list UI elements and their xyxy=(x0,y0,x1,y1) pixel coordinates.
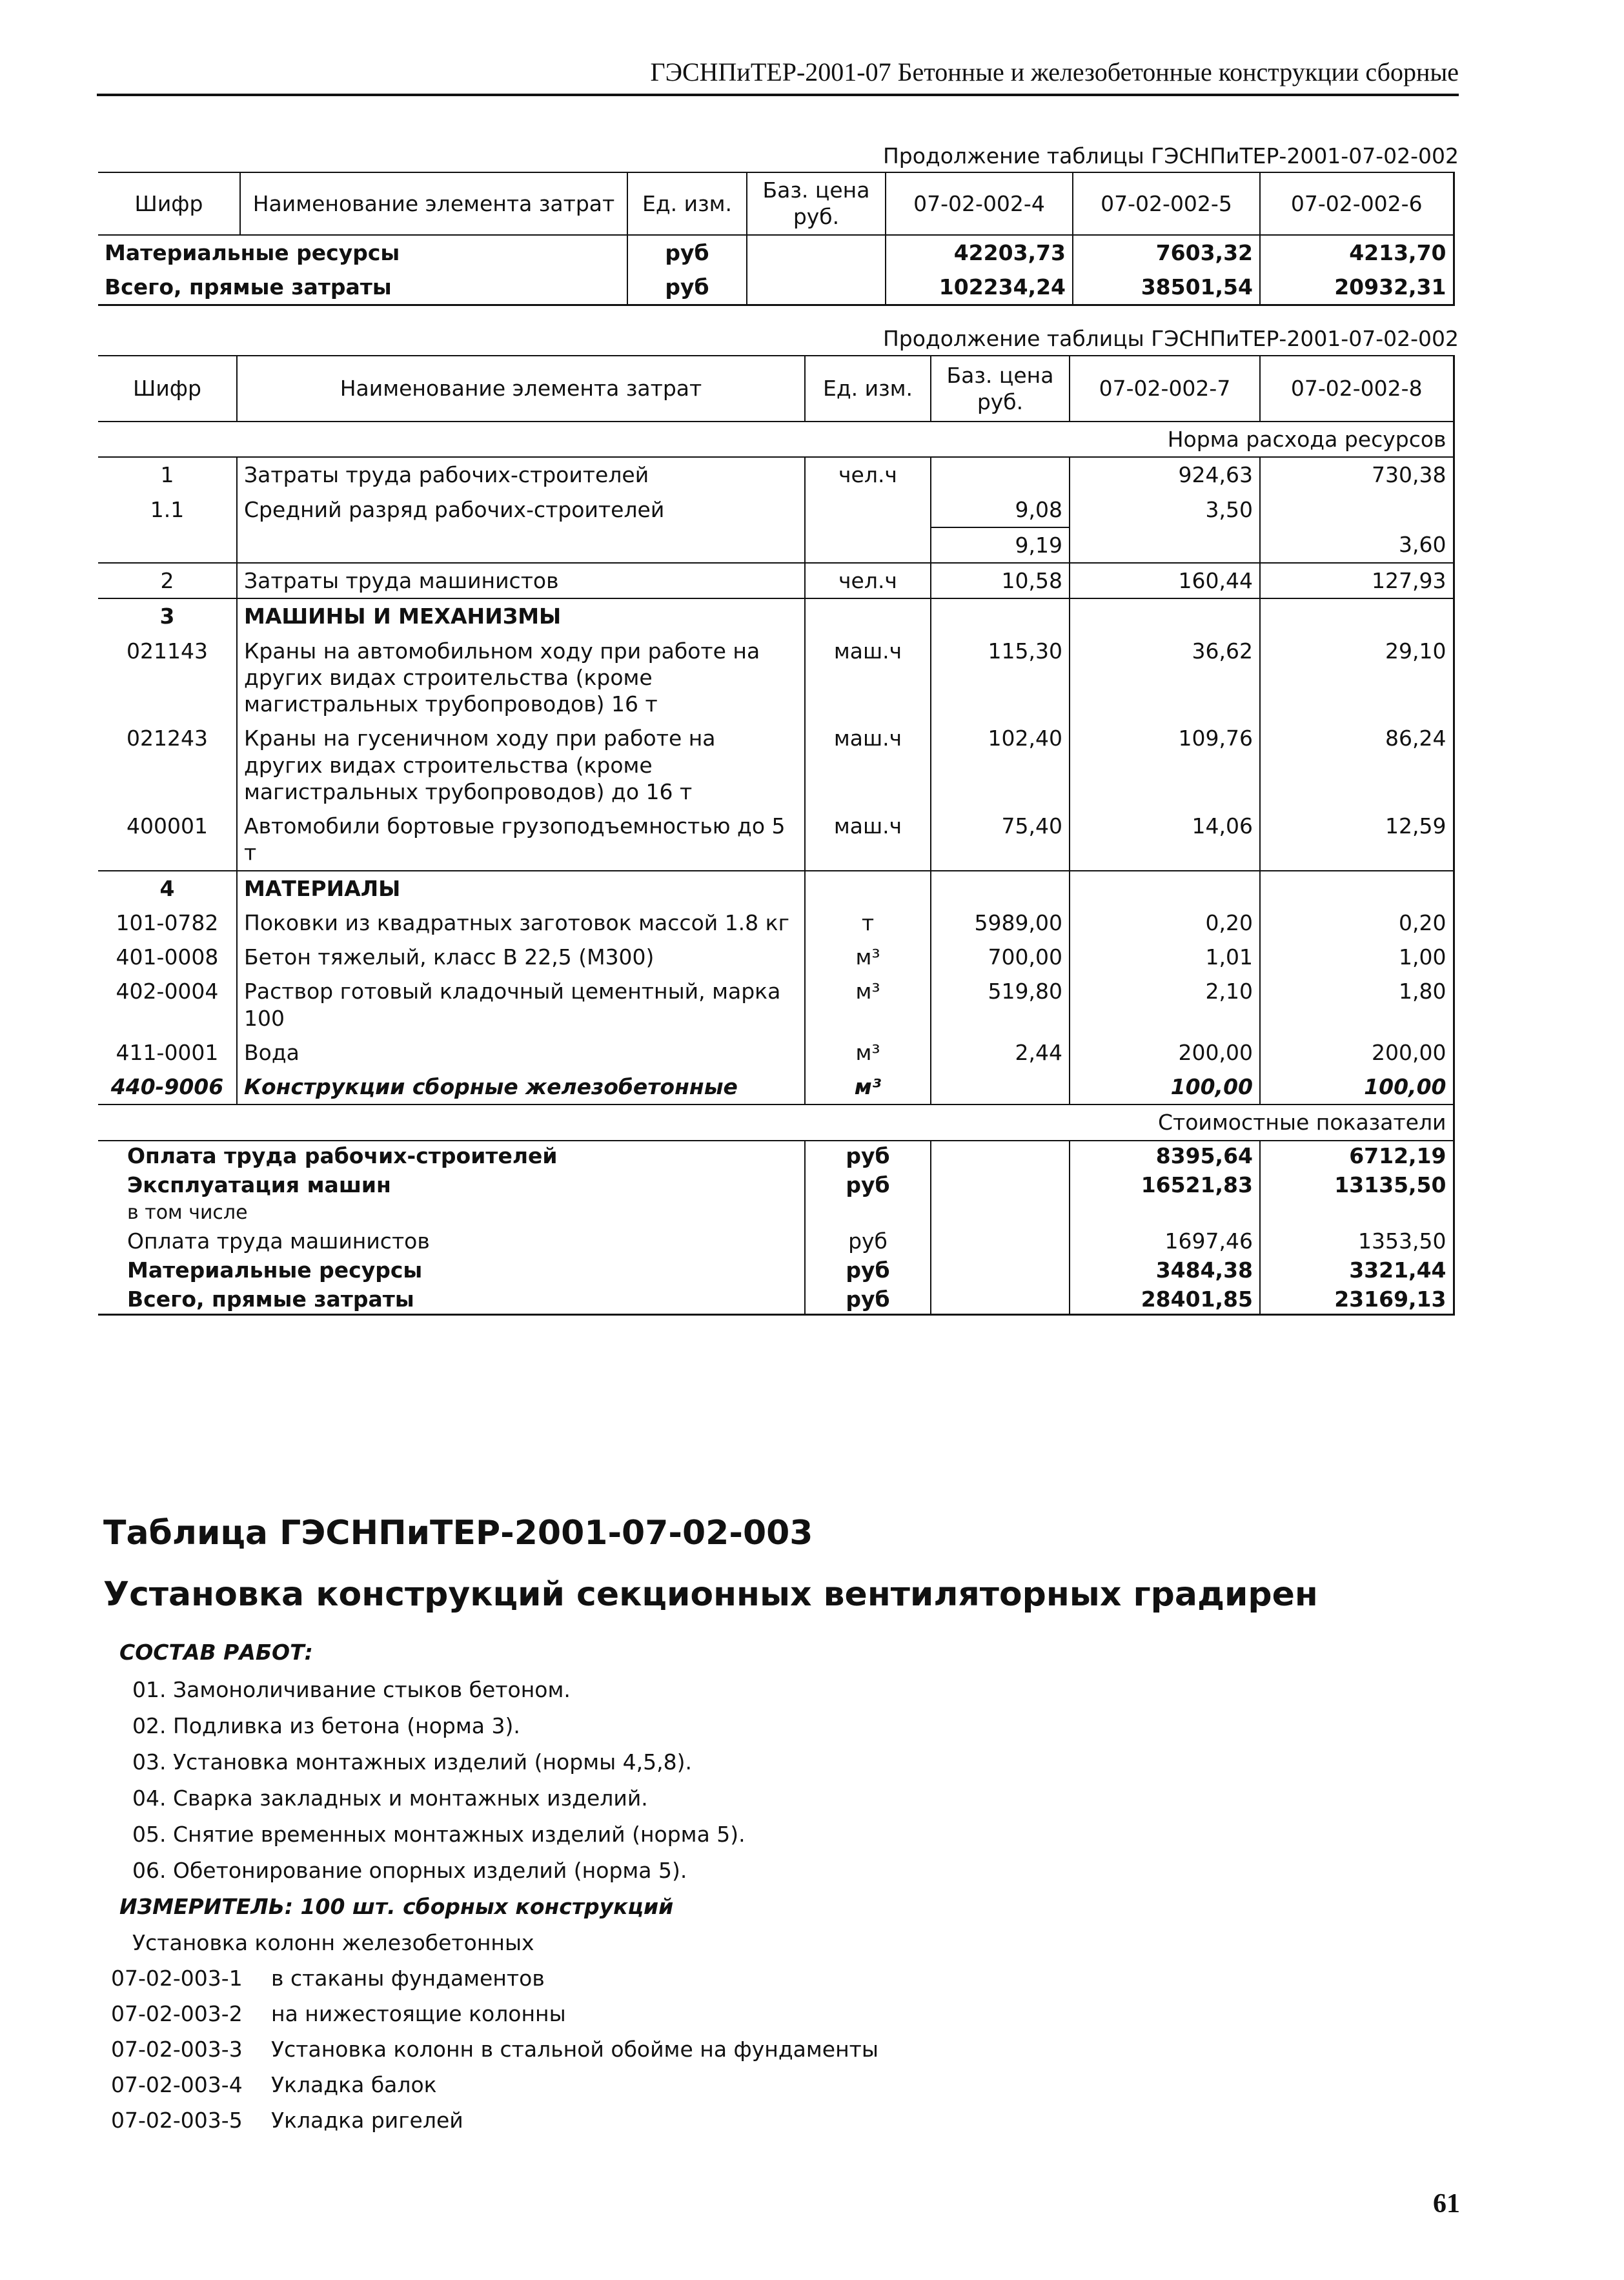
row-unit: руб xyxy=(805,1141,931,1170)
work-item: 06. Обетонирование опорных изделий (норма 5). xyxy=(132,1858,687,1883)
row-unit: м³ xyxy=(805,940,931,974)
row-code: 101-0782 xyxy=(98,906,237,940)
row-value: 1,00 xyxy=(1260,940,1454,974)
section-subtitle: Установка конструкций секционных вентиляторных градирен xyxy=(103,1575,1318,1614)
code: 07-02-003-3 xyxy=(111,2037,243,2062)
row-value: 7603,32 xyxy=(1073,235,1260,270)
table-row xyxy=(98,871,1454,906)
table-row xyxy=(98,235,1454,270)
row-code: 440-9006 xyxy=(98,1070,237,1104)
row-value xyxy=(1260,1199,1454,1227)
table-row xyxy=(98,974,1454,1035)
table-row xyxy=(98,940,1454,974)
row-name: Средний разряд рабочих-строителей xyxy=(237,493,805,527)
code-line xyxy=(111,2072,437,2097)
row-price: 519,80 xyxy=(931,974,1070,1035)
row-unit: т xyxy=(805,906,931,940)
table-row xyxy=(98,634,1454,722)
header-cell: Баз. цена руб. xyxy=(747,172,886,235)
row-unit: м³ xyxy=(805,1070,931,1104)
row-price xyxy=(931,598,1070,633)
row-value: 29,10 xyxy=(1260,634,1454,722)
row-value: 86,24 xyxy=(1260,721,1454,809)
row-value: 42203,73 xyxy=(886,235,1073,270)
row-code: 402-0004 xyxy=(98,974,237,1035)
row-price: 75,40 xyxy=(931,809,1070,871)
table-row xyxy=(98,1070,1454,1104)
row-name xyxy=(237,527,805,563)
row-price: 102,40 xyxy=(931,721,1070,809)
row-value xyxy=(1260,493,1454,527)
cost-label-row xyxy=(98,1104,1454,1140)
row-value: 6712,19 xyxy=(1260,1141,1454,1170)
header-cell: 07-02-002-5 xyxy=(1073,172,1260,235)
work-item: 03. Установка монтажных изделий (нормы 4,5,8). xyxy=(132,1749,692,1775)
row-name: Конструкции сборные железобетонные xyxy=(237,1070,805,1104)
row-value: 100,00 xyxy=(1070,1070,1260,1104)
page-header: ГЭСНПиТЕР-2001-07 Бетонные и железобетонные конструкции сборные xyxy=(97,57,1459,96)
cost-row xyxy=(98,1227,1454,1256)
row-code: 1.1 xyxy=(98,493,237,527)
row-price: 5989,00 xyxy=(931,906,1070,940)
row-value: 200,00 xyxy=(1260,1035,1454,1070)
row-unit: чел.ч xyxy=(805,457,931,492)
table2-header-row xyxy=(98,356,1454,422)
row-name: Поковки из квадратных заготовок массой 1.8 кг xyxy=(237,906,805,940)
row-name: Вода xyxy=(237,1035,805,1070)
row-value: 8395,64 xyxy=(1070,1141,1260,1170)
table1 xyxy=(98,172,1455,306)
code-line xyxy=(111,2108,463,2133)
row-name: Автомобили бортовые грузоподъемностью до 5 т xyxy=(237,809,805,871)
work-item: 01. Замоноличивание стыков бетоном. xyxy=(132,1677,571,1702)
row-name: Оплата труда рабочих-строителей xyxy=(98,1141,805,1170)
table-row xyxy=(98,809,1454,871)
header-cell: 07-02-002-6 xyxy=(1260,172,1454,235)
row-unit xyxy=(805,527,931,563)
row-name: Эксплуатация машин xyxy=(98,1170,805,1199)
row-name: в том числе xyxy=(98,1199,805,1227)
row-value: 14,06 xyxy=(1070,809,1260,871)
row-value: 924,63 xyxy=(1070,457,1260,492)
header-cell: Ед. изм. xyxy=(805,356,931,422)
row-name: Всего, прямые затраты xyxy=(98,1285,805,1315)
row-code: 4 xyxy=(98,871,237,906)
header-cell: 07-02-002-8 xyxy=(1260,356,1454,422)
header-cell: 07-02-002-7 xyxy=(1070,356,1260,422)
header-cell: Шифр xyxy=(98,172,240,235)
code: 07-02-003-1 xyxy=(111,1966,243,1991)
row-name: Краны на гусеничном ходу при работе на других видах строительства (кроме магистральных трубопроводов) до 16 т xyxy=(237,721,805,809)
row-value xyxy=(1070,871,1260,906)
row-unit: м³ xyxy=(805,1035,931,1070)
row-code: 401-0008 xyxy=(98,940,237,974)
norm-label-row xyxy=(98,422,1454,457)
table2-cost-body xyxy=(98,1141,1454,1315)
table-row xyxy=(98,527,1454,563)
code: 07-02-003-5 xyxy=(111,2108,243,2133)
table-row xyxy=(98,493,1454,527)
table1-caption: Продолжение таблицы ГЭСНПиТЕР-2001-07-02-002 xyxy=(882,143,1459,168)
row-price: 9,19 xyxy=(931,527,1070,563)
row-unit: чел.ч xyxy=(805,563,931,598)
row-value: 0,20 xyxy=(1260,906,1454,940)
row-name: МАТЕРИАЛЫ xyxy=(237,871,805,906)
row-price xyxy=(931,1285,1070,1315)
code-desc: Укладка ригелей xyxy=(271,2108,463,2133)
works-label: СОСТАВ РАБОТ: xyxy=(119,1640,313,1665)
row-value: 3,50 xyxy=(1070,493,1260,527)
row-name: Затраты труда машинистов xyxy=(237,563,805,598)
page-number: 61 xyxy=(1433,2189,1460,2219)
row-price xyxy=(931,1227,1070,1256)
row-price xyxy=(931,1141,1070,1170)
row-value: 200,00 xyxy=(1070,1035,1260,1070)
code-desc: Установка колонн в стальной обойме на фундаменты xyxy=(271,2037,878,2062)
work-item: 02. Подливка из бетона (норма 3). xyxy=(132,1713,520,1738)
row-code: 400001 xyxy=(98,809,237,871)
header-cell: Шифр xyxy=(98,356,237,422)
row-price xyxy=(747,235,886,270)
header-cell: Наименование элемента затрат xyxy=(237,356,805,422)
row-price: 10,58 xyxy=(931,563,1070,598)
row-unit: руб xyxy=(805,1256,931,1285)
table-row xyxy=(98,598,1454,633)
cost-row xyxy=(98,1199,1454,1227)
header-cell: 07-02-002-4 xyxy=(886,172,1073,235)
row-price: 700,00 xyxy=(931,940,1070,974)
row-value: 730,38 xyxy=(1260,457,1454,492)
row-unit: м³ xyxy=(805,974,931,1035)
table2-caption: Продолжение таблицы ГЭСНПиТЕР-2001-07-02-002 xyxy=(882,326,1459,351)
row-price xyxy=(931,1070,1070,1104)
row-price xyxy=(931,457,1070,492)
cost-row xyxy=(98,1141,1454,1170)
code-desc: в стаканы фундаментов xyxy=(271,1966,545,1991)
row-price xyxy=(931,1199,1070,1227)
table2 xyxy=(98,355,1455,1316)
row-unit: руб xyxy=(805,1285,931,1315)
row-value: 4213,70 xyxy=(1260,235,1454,270)
row-name: Краны на автомобильном ходу при работе на других видах строительства (кроме магистральных трубопроводов) 16 т xyxy=(237,634,805,722)
table-row xyxy=(98,906,1454,940)
row-value: 12,59 xyxy=(1260,809,1454,871)
code-desc: Укладка балок xyxy=(271,2072,437,2097)
row-value: 1697,46 xyxy=(1070,1227,1260,1256)
row-value: 3,60 xyxy=(1260,527,1454,563)
row-value: 3321,44 xyxy=(1260,1256,1454,1285)
row-code: 1 xyxy=(98,457,237,492)
row-unit xyxy=(805,1199,931,1227)
row-name: Раствор готовый кладочный цементный, марка 100 xyxy=(237,974,805,1035)
row-value xyxy=(1070,1199,1260,1227)
code-desc: на нижестоящие колонны xyxy=(271,2001,566,2026)
meter-label: ИЗМЕРИТЕЛЬ: 100 шт. сборных конструкций xyxy=(119,1894,674,1919)
row-code: 411-0001 xyxy=(98,1035,237,1070)
row-value: 100,00 xyxy=(1260,1070,1454,1104)
table2-body xyxy=(98,457,1454,1104)
row-value xyxy=(1260,871,1454,906)
row-unit: руб xyxy=(627,270,747,305)
row-value: 109,76 xyxy=(1070,721,1260,809)
row-name: Всего, прямые затраты xyxy=(98,270,627,305)
row-value: 28401,85 xyxy=(1070,1285,1260,1315)
table-row xyxy=(98,1035,1454,1070)
code-line xyxy=(111,2037,878,2062)
header-cell: Наименование элемента затрат xyxy=(240,172,627,235)
row-value: 16521,83 xyxy=(1070,1170,1260,1199)
cost-label: Стоимостные показатели xyxy=(98,1104,1454,1140)
row-price xyxy=(931,871,1070,906)
row-unit: маш.ч xyxy=(805,721,931,809)
row-value: 1,80 xyxy=(1260,974,1454,1035)
row-value: 160,44 xyxy=(1070,563,1260,598)
row-unit xyxy=(805,598,931,633)
row-value xyxy=(1260,598,1454,633)
row-price: 9,08 xyxy=(931,493,1070,527)
row-value: 102234,24 xyxy=(886,270,1073,305)
row-code: 021143 xyxy=(98,634,237,722)
row-value: 2,10 xyxy=(1070,974,1260,1035)
row-unit: маш.ч xyxy=(805,809,931,871)
row-value: 1,01 xyxy=(1070,940,1260,974)
row-price: 2,44 xyxy=(931,1035,1070,1070)
row-value: 1353,50 xyxy=(1260,1227,1454,1256)
row-name: Затраты труда рабочих-строителей xyxy=(237,457,805,492)
row-code: 021243 xyxy=(98,721,237,809)
table-row xyxy=(98,721,1454,809)
cost-row xyxy=(98,1256,1454,1285)
row-value xyxy=(1070,527,1260,563)
row-price xyxy=(747,270,886,305)
cost-row xyxy=(98,1285,1454,1315)
row-name: Оплата труда машинистов xyxy=(98,1227,805,1256)
work-item: 05. Снятие временных монтажных изделий (норма 5). xyxy=(132,1822,746,1847)
row-unit xyxy=(805,871,931,906)
row-code xyxy=(98,527,237,563)
table-row xyxy=(98,270,1454,305)
table-row xyxy=(98,457,1454,492)
row-value: 38501,54 xyxy=(1073,270,1260,305)
row-name: Материальные ресурсы xyxy=(98,1256,805,1285)
row-name: Бетон тяжелый, класс В 22,5 (М300) xyxy=(237,940,805,974)
row-value: 127,93 xyxy=(1260,563,1454,598)
row-value xyxy=(1070,598,1260,633)
row-value: 23169,13 xyxy=(1260,1285,1454,1315)
row-unit: руб xyxy=(805,1170,931,1199)
header-cell: Ед. изм. xyxy=(627,172,747,235)
code: 07-02-003-4 xyxy=(111,2072,243,2097)
row-code: 3 xyxy=(98,598,237,633)
work-item: 04. Сварка закладных и монтажных изделий. xyxy=(132,1786,648,1811)
cost-row xyxy=(98,1170,1454,1199)
row-unit: руб xyxy=(805,1227,931,1256)
norm-label: Норма расхода ресурсов xyxy=(98,422,1454,457)
code-line xyxy=(111,1966,545,1991)
row-unit: руб xyxy=(627,235,747,270)
row-code: 2 xyxy=(98,563,237,598)
row-value: 36,62 xyxy=(1070,634,1260,722)
row-name: Материальные ресурсы xyxy=(98,235,627,270)
row-price xyxy=(931,1256,1070,1285)
section-title: Таблица ГЭСНПиТЕР-2001-07-02-003 xyxy=(103,1514,813,1552)
table1-header-row xyxy=(98,172,1454,235)
row-value: 3484,38 xyxy=(1070,1256,1260,1285)
row-value: 20932,31 xyxy=(1260,270,1454,305)
group-label: Установка колонн железобетонных xyxy=(132,1930,534,1955)
code: 07-02-003-2 xyxy=(111,2001,243,2026)
table-row xyxy=(98,563,1454,598)
row-unit: маш.ч xyxy=(805,634,931,722)
row-price: 115,30 xyxy=(931,634,1070,722)
row-unit xyxy=(805,493,931,527)
row-name: МАШИНЫ И МЕХАНИЗМЫ xyxy=(237,598,805,633)
code-line xyxy=(111,2001,566,2026)
row-value: 13135,50 xyxy=(1260,1170,1454,1199)
row-value: 0,20 xyxy=(1070,906,1260,940)
header-cell: Баз. цена руб. xyxy=(931,356,1070,422)
row-price xyxy=(931,1170,1070,1199)
